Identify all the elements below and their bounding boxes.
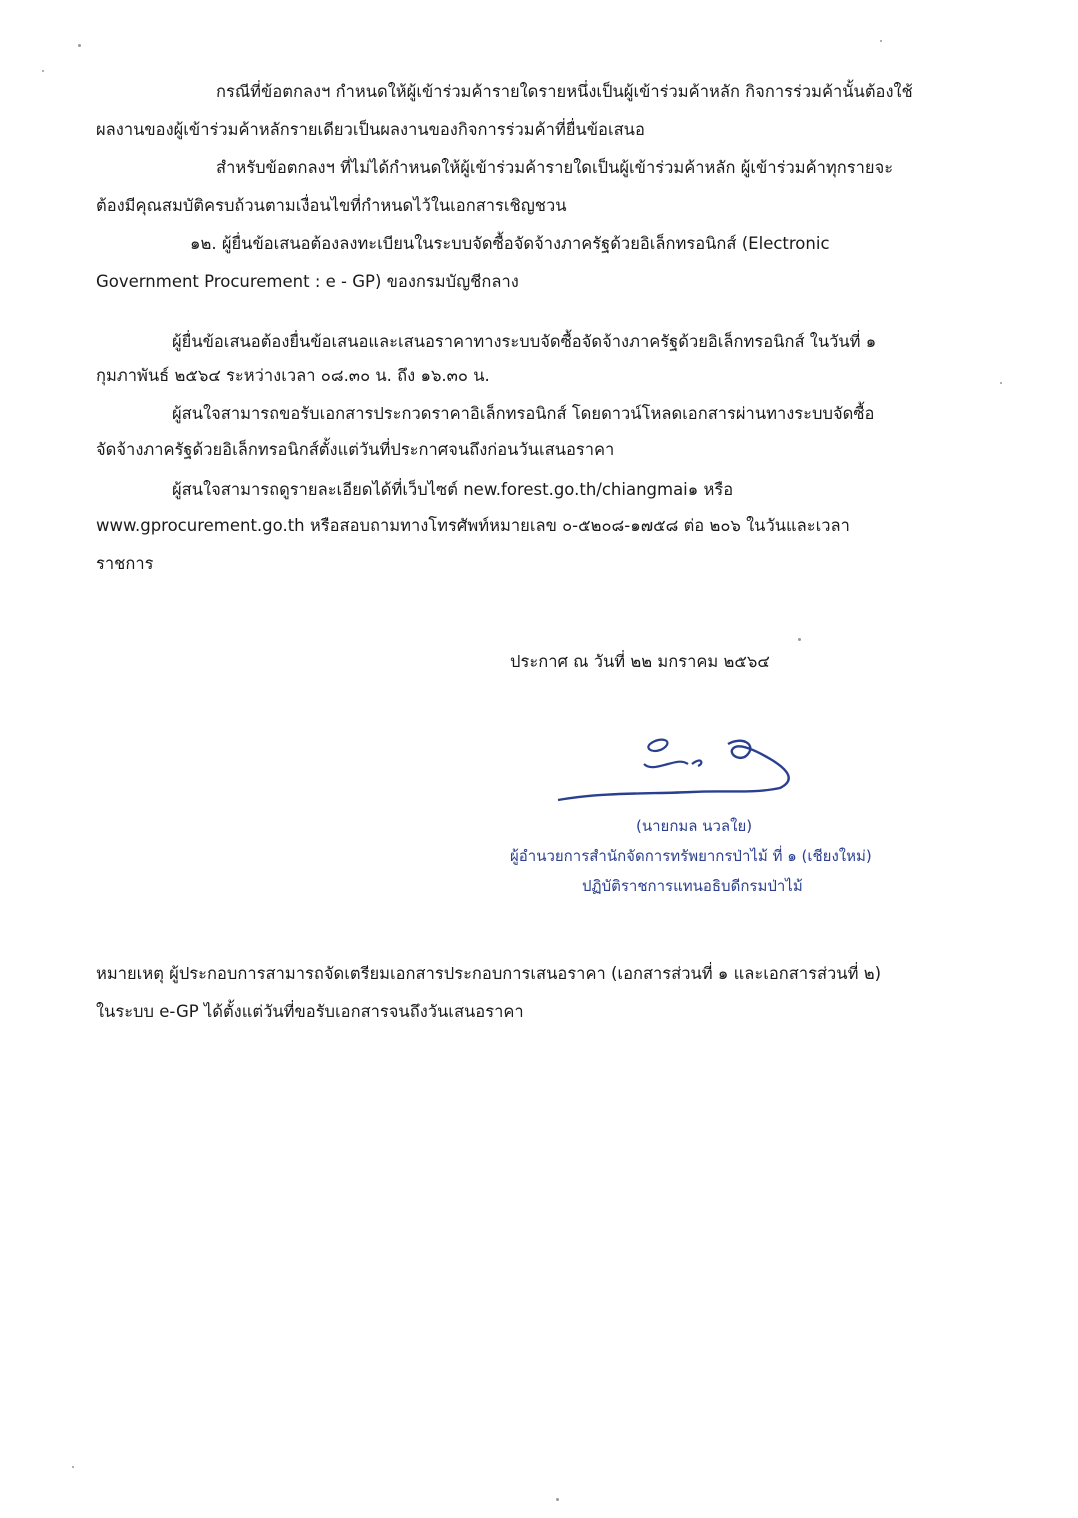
paragraph-1-line-2: ผลงานของผู้เข้าร่วมค้าหลักรายเดียวเป็นผลงานของกิจการร่วมค้าที่ยื่นข้อเสนอ [96,120,645,139]
note-line-1: หมายเหตุ ผู้ประกอบการสามารถจัดเตรียมเอกสารประกอบการเสนอราคา (เอกสารส่วนที่ ๑ และเอกสารส่วนที่ ๒) [96,964,882,983]
paragraph-3-line-2: Government Procurement : e - GP) ของกรมบัญชีกลาง [96,272,519,291]
paragraph-3-line-1: ๑๒. ผู้ยื่นข้อเสนอต้องลงทะเบียนในระบบจัดซื้อจัดจ้างภาครัฐด้วยอิเล็กทรอนิกส์ (Electronic [190,234,830,253]
paragraph-5-line-1: ผู้สนใจสามารถขอรับเอกสารประกวดราคาอิเล็กทรอนิกส์ โดยดาวน์โหลดเอกสารผ่านทางระบบจัดซื้อ [172,404,875,423]
announcement-date: ประกาศ ณ วันที่ ๒๒ มกราคม ๒๕๖๔ [510,652,770,671]
paragraph-1-line-1: กรณีที่ข้อตกลงฯ กำหนดให้ผู้เข้าร่วมค้ารายใดรายหนึ่งเป็นผู้เข้าร่วมค้าหลัก กิจการร่วมค้านั้นต้องใช้ [216,82,913,101]
signatory-title-line-2: ปฏิบัติราชการแทนอธิบดีกรมป่าไม้ [582,877,803,895]
note-line-2: ในระบบ e-GP ได้ตั้งแต่วันที่ขอรับเอกสารจนถึงวันเสนอราคา [96,1002,524,1021]
scan-speck [880,40,882,42]
scan-speck [798,638,801,641]
scan-speck [42,70,44,72]
paragraph-5-line-2: จัดจ้างภาครัฐด้วยอิเล็กทรอนิกส์ตั้งแต่วันที่ประกาศจนถึงก่อนวันเสนอราคา [96,440,615,459]
signatory-name: (นายกมล นวลใย) [636,817,753,835]
scan-speck [72,1466,74,1468]
scan-speck [556,1498,559,1501]
paragraph-2-line-2: ต้องมีคุณสมบัติครบถ้วนตามเงื่อนไขที่กำหนดไว้ในเอกสารเชิญชวน [96,196,567,215]
paragraph-4-line-1: ผู้ยื่นข้อเสนอต้องยื่นข้อเสนอและเสนอราคาทางระบบจัดซื้อจัดจ้างภาครัฐด้วยอิเล็กทรอนิกส์ ในวันที่ ๑ [172,332,877,351]
paragraph-6-line-3: ราชการ [96,554,154,573]
signatory-title-line-1: ผู้อำนวยการสำนักจัดการทรัพยากรป่าไม้ ที่ ๑ (เชียงใหม่) [510,847,872,865]
paragraph-2-line-1: สำหรับข้อตกลงฯ ที่ไม่ได้กำหนดให้ผู้เข้าร่วมค้ารายใดเป็นผู้เข้าร่วมค้าหลัก ผู้เข้าร่วมค้าทุกรายจะ [216,158,894,177]
scan-speck [78,44,81,47]
paragraph-6-line-1: ผู้สนใจสามารถดูรายละเอียดได้ที่เว็บไซต์ new.forest.go.th/chiangmai๑ หรือ [172,480,734,499]
paragraph-6-line-2: www.gprocurement.go.th หรือสอบถามทางโทรศัพท์หมายเลข ๐-๕๒๐๘-๑๗๕๘ ต่อ ๒๐๖ ในวันและเวลา [96,516,850,535]
paragraph-4-line-2: กุมภาพันธ์ ๒๕๖๔ ระหว่างเวลา ๐๘.๓๐ น. ถึง ๑๖.๓๐ น. [96,366,490,385]
scan-speck [1000,382,1002,384]
handwritten-signature [552,734,812,804]
